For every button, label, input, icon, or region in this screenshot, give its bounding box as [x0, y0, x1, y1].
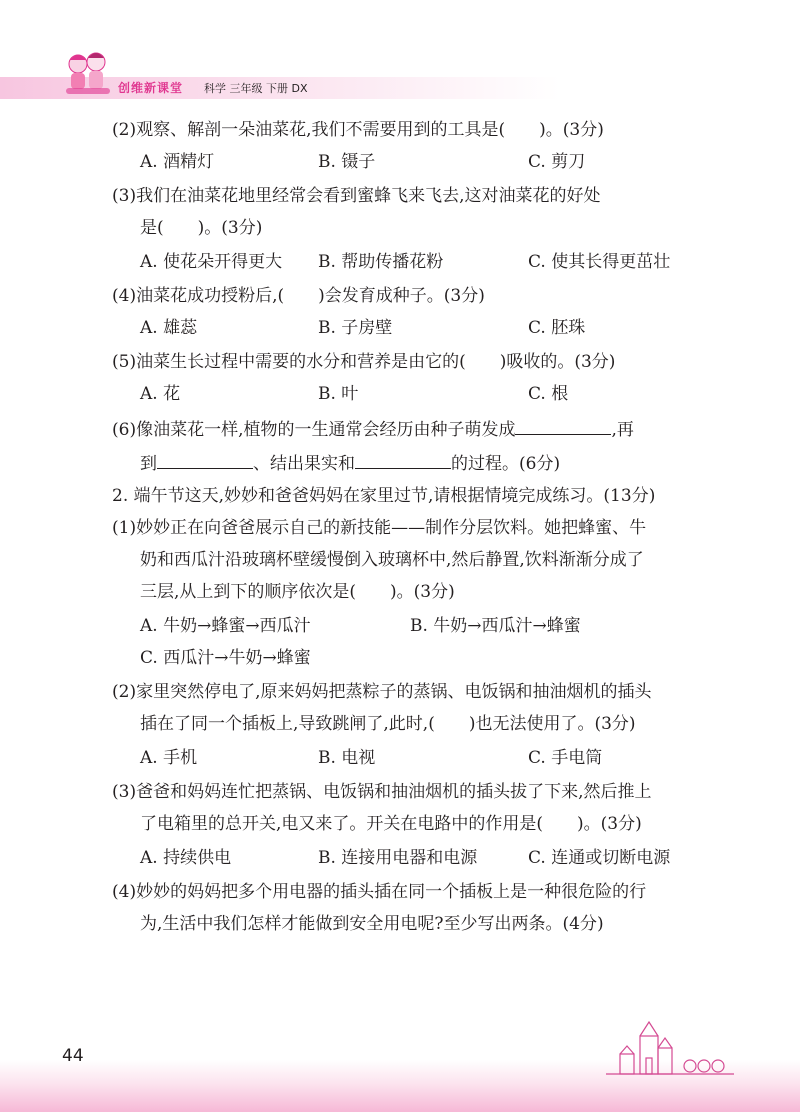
q6-text-1: (6)像油菜花一样,植物的一生通常会经历由种子萌发成 [112, 420, 516, 440]
q5-option-b: B. 叶 [318, 384, 359, 404]
answer-blank-2[interactable] [157, 450, 253, 469]
part-2-line1: (2)家里突然停电了,原来妈妈把蒸粽子的蒸锅、电饭锅和抽油烟机的插头 [112, 682, 652, 702]
q2-option-c: C. 剪刀 [528, 152, 586, 172]
part-3-line2: 了电箱里的总开关,电又来了。开关在电路中的作用是( )。(3分) [140, 814, 642, 834]
p1-option-b: B. 牛奶→西瓜汁→蜂蜜 [410, 616, 581, 636]
q6-text-5: 的过程。(6分) [451, 454, 561, 474]
q2-option-a: A. 酒精灯 [140, 152, 215, 172]
q3-option-b: B. 帮助传播花粉 [318, 252, 444, 272]
p3-option-a: A. 持续供电 [140, 848, 232, 868]
part-1-line2: 奶和西瓜汁沿玻璃杯壁缓慢倒入玻璃杯中,然后静置,饮料渐渐分成了 [140, 550, 644, 570]
part-3-line1: (3)爸爸和妈妈连忙把蒸锅、电饭锅和抽油烟机的插头拔了下来,然后推上 [112, 782, 652, 802]
part-1-line1: (1)妙妙正在向爸爸展示自己的新技能——制作分层饮料。她把蜂蜜、牛 [112, 518, 647, 538]
p2-option-a: A. 手机 [140, 748, 198, 768]
q2-option-b: B. 镊子 [318, 152, 376, 172]
question-3-stem-line2: 是( )。(3分) [140, 218, 263, 238]
p1-option-c: C. 西瓜汁→牛奶→蜂蜜 [140, 648, 311, 668]
p2-option-b: B. 电视 [318, 748, 376, 768]
q4-option-c: C. 胚珠 [528, 318, 586, 338]
question-2-stem: (2)观察、解剖一朵油菜花,我们不需要用到的工具是( )。(3分) [112, 120, 604, 140]
q5-option-a: A. 花 [140, 384, 181, 404]
part-4-line1: (4)妙妙的妈妈把多个用电器的插头插在同一个插板上是一种很危险的行 [112, 882, 647, 902]
q3-option-c: C. 使其长得更茁壮 [528, 252, 671, 272]
q5-option-c: C. 根 [528, 384, 569, 404]
section-2-heading: 2. 端午节这天,妙妙和爸爸妈妈在家里过节,请根据情境完成练习。(13分) [112, 486, 656, 506]
q6-text-4: 、结出果实和 [253, 454, 355, 474]
q3-option-a: A. 使花朵开得更大 [140, 252, 283, 272]
castle-doodle-icon [600, 1018, 740, 1078]
cartoon-kids-logo-icon [62, 46, 114, 100]
q4-option-b: B. 子房壁 [318, 318, 393, 338]
subject-label: 科学 三年级 下册 DX [204, 82, 308, 95]
answer-blank-3[interactable] [355, 450, 451, 469]
p3-option-b: B. 连接用电器和电源 [318, 848, 478, 868]
q6-text-3: 到 [140, 454, 157, 474]
p1-option-a: A. 牛奶→蜂蜜→西瓜汁 [140, 616, 311, 636]
question-3-stem-line1: (3)我们在油菜花地里经常会看到蜜蜂飞来飞去,这对油菜花的好处 [112, 186, 601, 206]
q4-option-a: A. 雄蕊 [140, 318, 198, 338]
p3-option-c: C. 连通或切断电源 [528, 848, 671, 868]
page-number: 44 [62, 1046, 84, 1066]
part-1-line3: 三层,从上到下的顺序依次是( )。(3分) [140, 582, 455, 602]
question-6-line2 [140, 450, 560, 476]
part-4-line2: 为,生活中我们怎样才能做到安全用电呢?至少写出两条。(4分) [140, 914, 604, 934]
question-6-line1 [112, 416, 634, 442]
q6-text-2: ,再 [611, 420, 634, 440]
question-4-stem: (4)油菜花成功授粉后,( )会发育成种子。(3分) [112, 286, 485, 306]
part-2-line2: 插在了同一个插板上,导致跳闸了,此时,( )也无法使用了。(3分) [140, 714, 636, 734]
answer-blank-1[interactable] [515, 416, 611, 435]
brand-name: 创维新课堂 [118, 81, 184, 95]
question-5-stem: (5)油菜生长过程中需要的水分和营养是由它的( )吸收的。(3分) [112, 352, 616, 372]
p2-option-c: C. 手电筒 [528, 748, 603, 768]
